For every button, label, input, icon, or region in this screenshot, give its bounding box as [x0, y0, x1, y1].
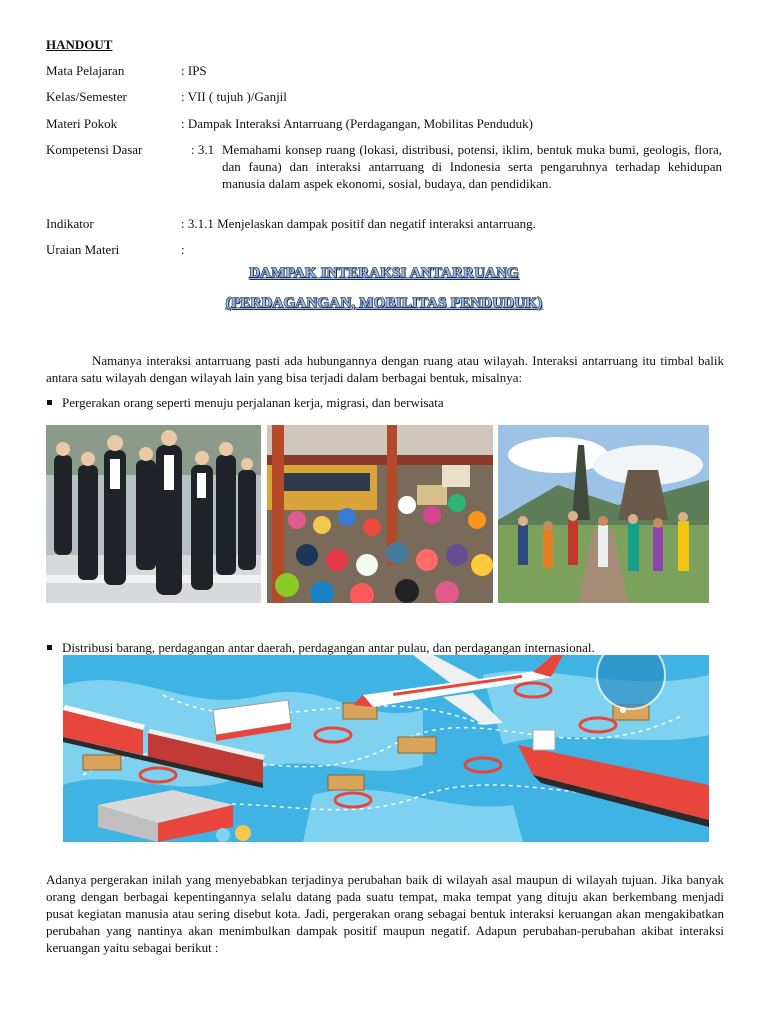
logistics-banner: [63, 655, 709, 842]
station-crowd-illustration: [267, 425, 493, 603]
topic-label: Materi Pokok: [46, 116, 118, 131]
class-value: : VII ( tujuh )/Ganjil: [181, 89, 287, 104]
meta-row-class: [46, 88, 724, 105]
topic-value: : Dampak Interaksi Antarruang (Perdagangan, Mobilitas Penduduk): [181, 116, 533, 131]
meta-row-topic: [46, 115, 724, 132]
title-line-2: (PERDAGANGAN, MOBILITAS PENDUDUK): [225, 295, 543, 311]
meta-row-subject: [46, 62, 724, 79]
square-bullet-icon: [46, 639, 62, 656]
material-label: Uraian Materi: [46, 242, 120, 257]
indicator-value: : 3.1.1 Menjelaskan dampak positif dan negatif interaksi antarruang.: [181, 216, 536, 231]
material-value: :: [181, 242, 185, 257]
subject-value: : IPS: [181, 63, 207, 78]
kd-label: Kompetensi Dasar: [46, 142, 143, 157]
square-bullet-icon: [46, 394, 62, 411]
photo-station-crowd: [267, 425, 493, 603]
subject-label: Mata Pelajaran: [46, 63, 125, 78]
bullet-distribution: [46, 639, 724, 656]
logistics-illustration: [63, 655, 709, 842]
kd-text: Memahami konsep ruang (lokasi, distribusi, potensi, iklim, bentuk muka bumi, geologis, flora, dan fauna) dan interaksi antarruang di Indonesia serta pengaruhnya terhadap kehidupan manusia dalam aspek ekonomi, sosial, budaya, dan pendidikan.: [222, 142, 722, 191]
handout-heading: HANDOUT: [46, 37, 113, 52]
class-label: Kelas/Semester: [46, 89, 127, 104]
bullet-movement-text: Pergerakan orang seperti menuju perjalanan kerja, migrasi, dan berwisata: [62, 395, 444, 410]
photo-commuters: [46, 425, 261, 603]
title-line-1: DAMPAK INTERAKSI ANTARRUANG: [249, 265, 519, 281]
commuters-illustration: [46, 425, 261, 603]
closing-paragraph: Adanya pergerakan inilah yang menyebabkan terjadinya perubahan baik di wilayah asal maupun di wilayah tujuan. Jika banyak orang dengan berbagai kepentingannya selalu datang pada suatu tempat, maka tempat yang dituju akan berkembang menjadi pusat kegiatan manusia atau sering disebut kota. Jadi, pergerakan orang sebagai bentuk interaksi keruangan akan mengakibatkan perubahan yang nantinya akan menimbulkan dampak positif maupun negatif. Adapun perubahan-perubahan akibat interaksi keruangan yaitu sebagai berikut :: [46, 872, 724, 955]
bullet-movement: [46, 394, 724, 411]
indicator-label: Indikator: [46, 216, 94, 231]
photo-tourists-temple: [498, 425, 709, 603]
meta-row-indicator: [46, 215, 724, 232]
intro-paragraph: Namanya interaksi antarruang pasti ada hubungannya dengan ruang atau wilayah. Interaksi antarruang itu timbal balik antara satu wilayah dengan wilayah lain yang bisa terjadi dalam berbagai bentuk, misalnya:: [46, 353, 724, 385]
tourists-temple-illustration: [498, 425, 709, 603]
kd-number: : 3.1: [191, 142, 215, 157]
bullet-distribution-text: Distribusi barang, perdagangan antar daerah, perdagangan antar pulau, dan perdagangan internasional.: [62, 640, 595, 655]
meta-row-material: [46, 241, 724, 258]
